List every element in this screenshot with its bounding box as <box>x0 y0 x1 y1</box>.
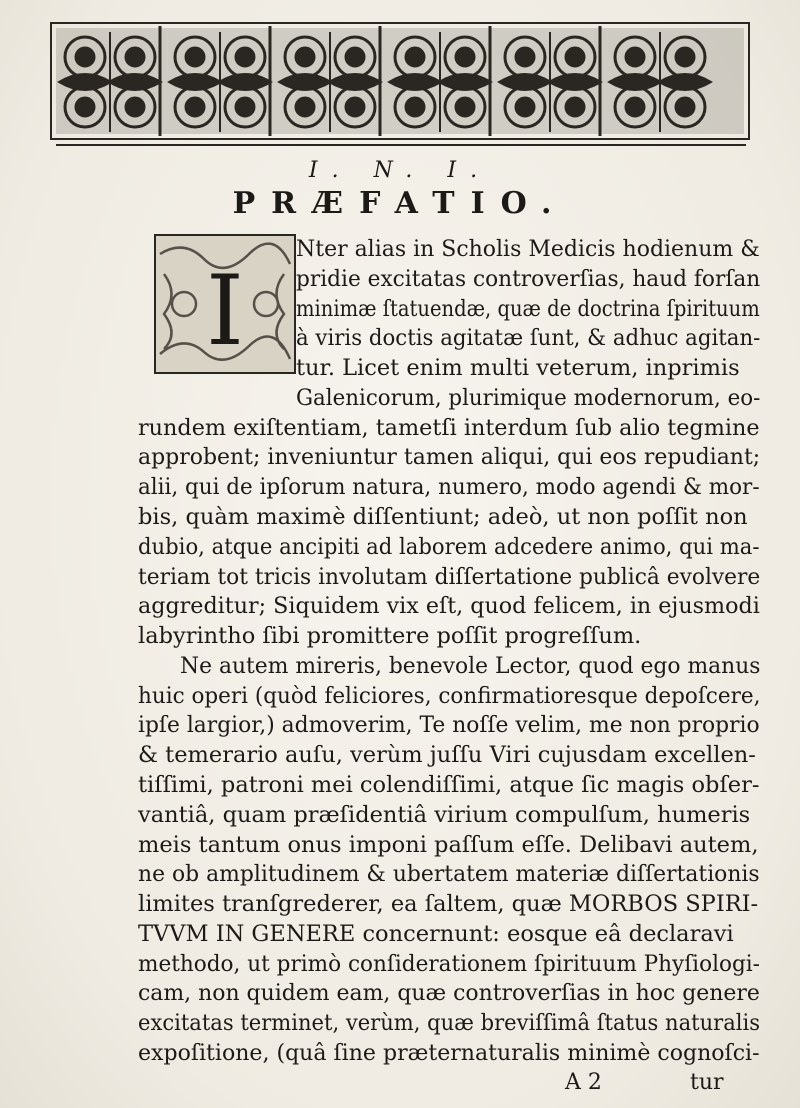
text-line: & temerario auſu, verùm juſſu Viri cujusdam excellen- <box>138 742 756 769</box>
text-line: excitatas terminet, verùm, quæ breviſſimâ ſtatus naturalis <box>138 1010 761 1037</box>
text-line: à viris doctis agitatæ ſunt, & adhuc agitan- <box>296 325 761 352</box>
text-line: pridie excitatas controverſias, haud forſan <box>296 265 761 292</box>
text-line: vantiâ, quam præſidentiâ virium compulſum, humeris <box>138 801 751 828</box>
text-line: alii, qui de ipſorum natura, numero, modo agendi & mor- <box>138 474 760 501</box>
text-line: TVVM IN GENERE concernunt: eosque eâ declaravi <box>138 920 734 947</box>
text-line: limites tranſgrederer, ea ſaltem, quæ MORBOS SPIRI- <box>138 891 759 918</box>
invocation: I. N. I. <box>308 158 492 183</box>
text-line: tur. Licet enim multi veterum, inprimis <box>296 355 740 382</box>
text-line: Nter alias in Scholis Medicis hodienum & <box>296 236 760 262</box>
text-line: tiſſimi, patroni mei colendiſſimi, atque ſic magis obſer- <box>138 772 760 798</box>
text-line: teriam tot tricis involutam diſſertatione publicâ evolvere <box>138 563 761 590</box>
text-line: meis tantum onus imponi paſſum eſſe. Delibavi autem, <box>138 831 759 858</box>
signature-mark: A 2 <box>565 1070 602 1095</box>
text-line: rundem exiſtentiam, tametſi interdum ſub alio tegmine <box>138 414 760 441</box>
text-line: dubio, atque ancipiti ad laborem adcedere animo, qui ma- <box>138 533 760 560</box>
text-line: Galenicorum, plurimique modernorum, eo- <box>296 384 761 411</box>
text-line: minimæ ſtatuendæ, quæ de doctrina ſpirituum <box>296 295 760 322</box>
page-title: PRÆFATIO. <box>232 186 568 221</box>
text-line: approbent; inveniuntur tamen aliqui, qui eos repudiant; <box>138 444 761 471</box>
text-line: methodo, ut primò conſiderationem ſpirituum Phyſiologi- <box>138 950 760 977</box>
text-line: aggreditur; Siquidem vix eſt, quod felicem, in ejusmodi <box>138 593 760 620</box>
text-line: ipſe largior,) admoverim, Te noſſe velim, me non proprio <box>138 712 760 739</box>
text-line: Ne autem mireris, benevole Lector, quod ego manus <box>180 652 761 679</box>
text-line: cam, non quidem eam, quæ controverſias in hoc genere <box>138 980 760 1007</box>
text-line: expoſitione, (quâ ſine præternaturalis minimè cognoſci- <box>138 1040 760 1066</box>
text-line: labyrintho ſibi promittere poſſit progreſſum. <box>138 623 642 650</box>
initial-letter: I <box>206 255 244 367</box>
text-line: ne ob amplitudinem & ubertatem materiæ diſſertationis <box>138 861 760 888</box>
text-line: huic operi (quòd feliciores, confirmatioresque depoſcere, <box>138 682 761 709</box>
catchword: tur <box>690 1070 724 1095</box>
text-line: bis, quàm maximè diſſentiunt; adeò, ut non poſſit non <box>138 504 748 530</box>
